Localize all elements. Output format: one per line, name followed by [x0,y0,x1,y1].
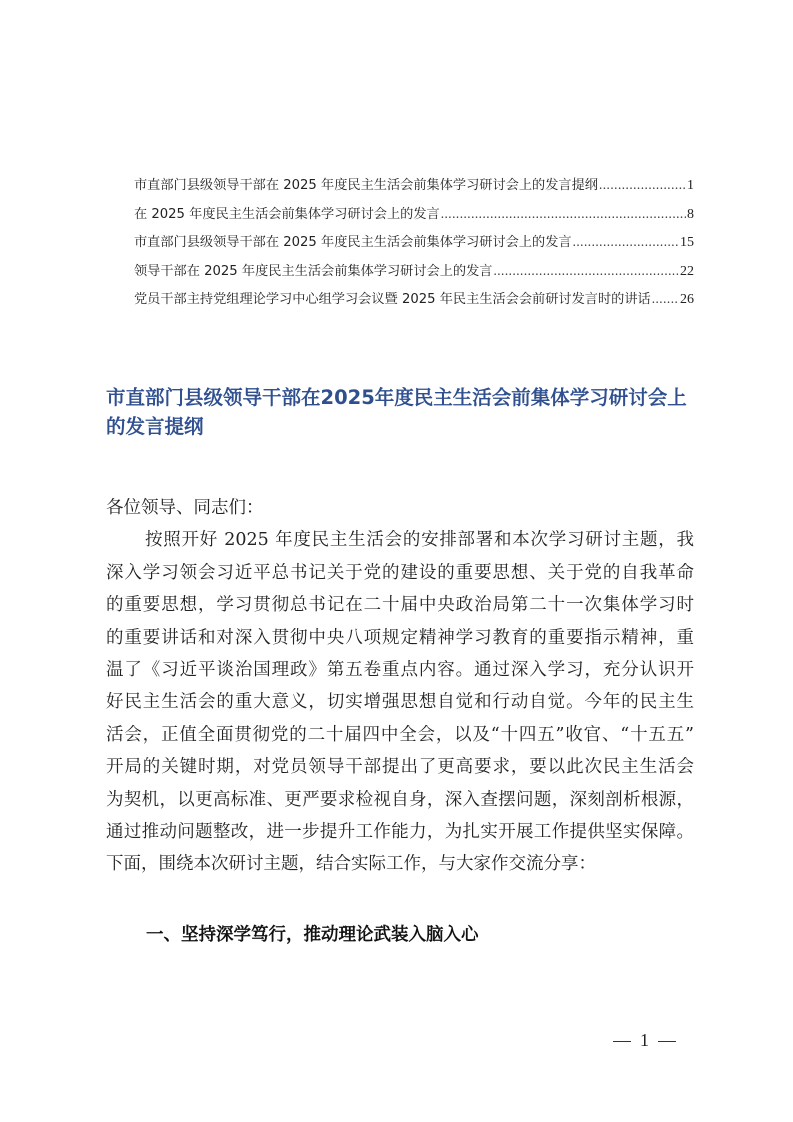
body-line: 按照开好 2025 年度民主生活会的安排部署和本次学习研讨主题，我 [145,530,694,551]
page-number-value: 1 [640,1030,649,1050]
body-line: 下面，围绕本次研讨主题，结合实际工作，与大家作交流分享： [106,854,596,875]
body-line: 活会，正值全面贯彻党的二十届四中全会，以及“十四五”收官、“十五五” [106,724,694,745]
body-line: 的重要讲话和对深入贯彻中央八项规定精神学习教育的重要指示精神，重 [106,627,694,648]
document-body [106,492,694,881]
document-title: 市直部门县级领导干部在2025年度民主生活会前集体学习研讨会上的发言提纲 [106,386,687,438]
toc-entry[interactable] [134,203,694,232]
toc-entry[interactable] [134,231,694,260]
page-number-dash [658,1041,676,1042]
salutation: 各位领导、同志们： [106,498,264,518]
toc-entry[interactable] [134,288,694,317]
toc-entry-title: 在 2025 年度民主生活会前集体学习研讨会上的发言 [134,206,440,222]
toc-entry-page: 1 [687,178,694,193]
toc-leader-dots [652,291,679,307]
body-line: 的重要思想，学习贯彻总书记在二十届中央政治局第二十一次集体学习时 [106,595,694,616]
toc-entry[interactable] [134,260,694,289]
toc-leader-dots [573,234,679,250]
body-line: 通过推动问题整改，进一步提升工作能力，为扎实开展工作提供坚实保障。 [106,821,694,842]
body-line: 为契机，以更高标准、更严要求检视自身，深入查摆问题，深刻剖析根源， [106,789,694,810]
toc-entry-page: 15 [680,235,694,251]
body-line: 深入学习领会习近平总书记关于党的建设的重要思想、关于党的自我革命 [106,562,694,583]
toc-entry[interactable] [134,174,694,203]
page-number-dash [613,1041,631,1042]
body-line: 好民主生活会的重大意义，切实增强思想自觉和行动自觉。今年的民主生 [106,692,694,713]
section-heading: 一、坚持深学笃行，推动理论武装入脑入心 [146,925,479,945]
toc-leader-dots [599,177,686,193]
toc-leader-dots [441,206,686,222]
table-of-contents [134,174,694,317]
toc-entry-title: 领导干部在 2025 年度民主生活会前集体学习研讨会上的发言 [134,263,493,279]
page-number [604,1030,685,1051]
toc-entry-page: 26 [680,292,694,308]
toc-leader-dots [493,263,679,279]
toc-entry-title: 市直部门县级领导干部在 2025 年度民主生活会前集体学习研讨会上的发言 [134,235,572,251]
body-line: 温了《习近平谈治国理政》第五卷重点内容。通过深入学习，充分认识开 [106,659,694,680]
toc-entry-title: 市直部门县级领导干部在 2025 年度民主生活会前集体学习研讨会上的发言提纲 [134,178,598,193]
toc-entry-title: 党员干部主持党组理论学习中心组学习会议暨 2025 年民主生活会会前研讨发言时的讲话 [134,292,651,308]
body-line: 开局的关键时期，对党员领导干部提出了更高要求，要以此次民主生活会 [106,757,694,778]
toc-entry-page: 22 [680,263,694,279]
toc-entry-page: 8 [687,206,694,222]
